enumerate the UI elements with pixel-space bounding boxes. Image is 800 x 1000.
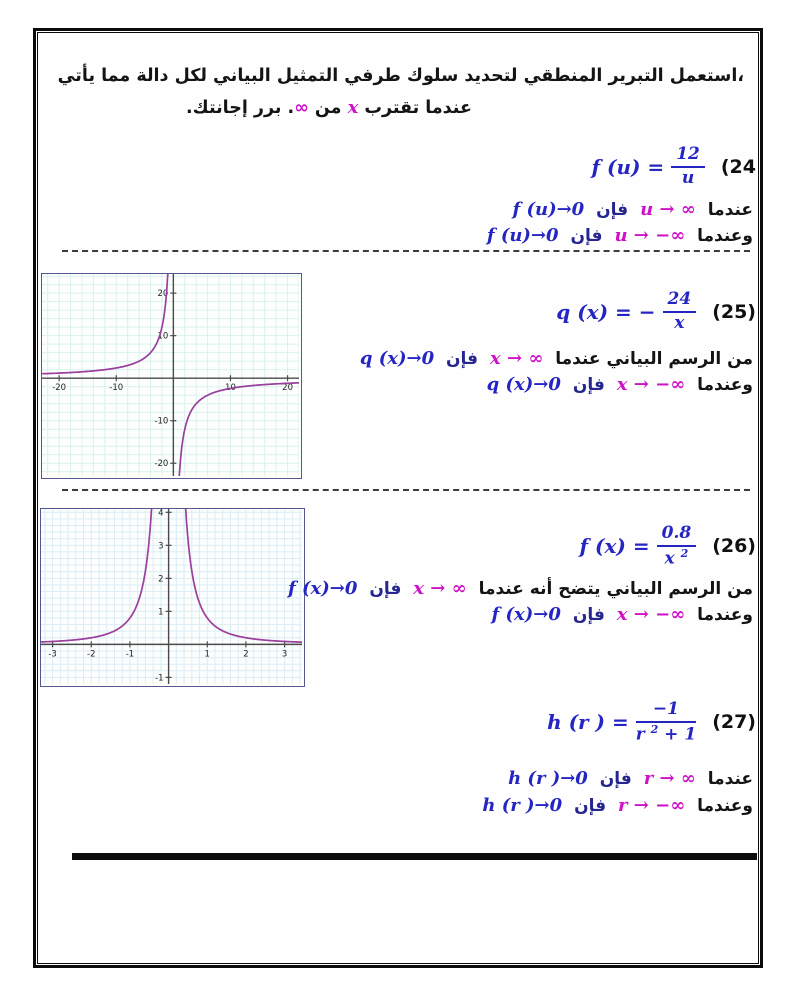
- bottom-rule: [72, 853, 757, 860]
- eq26-fraction: [657, 524, 697, 569]
- result-expression: q (x)→0: [359, 348, 435, 369]
- result-expression: h (r )→0: [508, 768, 588, 789]
- svg-text:-20: -20: [52, 383, 67, 394]
- svg-text:4: 4: [158, 509, 164, 519]
- problem-26-equation: [579, 524, 756, 569]
- svg-text:1: 1: [158, 607, 164, 618]
- conjunction-text: فإن: [570, 226, 603, 246]
- dashed-divider-2: [62, 489, 750, 491]
- svg-text:-10: -10: [109, 383, 124, 394]
- intro-text: وعندما: [697, 796, 753, 816]
- intro-text: عندما: [707, 200, 753, 220]
- eq26-lhs: f (x) =: [579, 534, 650, 559]
- problem-24-answer-2: [484, 224, 756, 248]
- result-expression: q (x)→0: [486, 374, 561, 395]
- problem-26-answer-1: [285, 577, 756, 601]
- limit-expression: x → −∞: [616, 374, 686, 395]
- result-expression: f (u)→0: [512, 199, 585, 220]
- problem-26-answer-2: [489, 603, 756, 627]
- reciprocal-squared-graph-26-plot: [41, 509, 302, 684]
- svg-text:20: 20: [157, 289, 169, 300]
- dashed-divider-1: [62, 250, 750, 252]
- problem-24-answer-1: [509, 198, 756, 222]
- svg-text:1: 1: [204, 649, 210, 660]
- result-expression: h (r )→0: [482, 795, 563, 816]
- svg-text:10: 10: [157, 331, 169, 342]
- eq24-denominator: u: [681, 167, 695, 188]
- instr-mid: من: [314, 98, 342, 118]
- svg-text:-3: -3: [48, 649, 57, 660]
- limit-expression: u → −∞: [614, 225, 686, 246]
- intro-text: عندما: [707, 769, 753, 789]
- conjunction-text: فإن: [572, 605, 605, 625]
- problem-27-answer-2: [479, 794, 756, 818]
- instructions-line-2: [186, 97, 472, 118]
- problem-25-answer-2: [484, 373, 756, 397]
- svg-text:-1: -1: [125, 649, 135, 660]
- intro-text: وعندما: [697, 605, 753, 625]
- limit-expression: r → −∞: [618, 795, 686, 816]
- eq24-numerator: 12: [671, 145, 705, 168]
- limit-expression: x → ∞: [413, 578, 467, 599]
- svg-text:3: 3: [158, 541, 164, 552]
- hyperbola-graph-25-plot: [42, 274, 299, 476]
- problem-25-number: (25): [712, 300, 756, 323]
- limit-expression: u → ∞: [640, 199, 696, 220]
- limit-expression: r → ∞: [643, 768, 696, 789]
- conjunction-text: فإن: [369, 579, 402, 599]
- problem-26-number: (26): [712, 535, 756, 558]
- infinity-symbol: ∞: [294, 98, 309, 118]
- problem-27-answer-1: [505, 767, 756, 791]
- problem-25-equation: [556, 290, 756, 333]
- eq27-numerator: −1: [636, 700, 696, 723]
- svg-text:3: 3: [281, 649, 288, 660]
- problem-24-equation: [591, 145, 756, 188]
- eq26-denominator: x $^2$: [664, 546, 689, 569]
- svg-text:2: 2: [243, 649, 249, 660]
- intro-text: وعندما: [697, 226, 753, 246]
- reciprocal-squared-graph-26: [40, 508, 305, 687]
- eq27-denominator: r $^2$ + 1: [635, 722, 697, 745]
- eq25-lhs: q (x) = −: [556, 299, 656, 324]
- conjunction-text: فإن: [596, 200, 629, 220]
- result-expression: f (x)→0: [288, 578, 358, 599]
- instructions-line-1: استعمل التبرير المنطقي لتحديد سلوك طرفي التمثيل البياني لكل دالة مما يأتي،: [57, 66, 744, 86]
- svg-text:-1: -1: [155, 673, 164, 684]
- conjunction-text: فإن: [599, 769, 632, 789]
- svg-text:2: 2: [158, 574, 164, 585]
- limit-expression: x → ∞: [489, 348, 544, 369]
- limit-expression: x → −∞: [616, 604, 686, 625]
- result-expression: f (x)→0: [491, 604, 561, 625]
- instr-variable-x: x: [347, 97, 359, 118]
- svg-text:-10: -10: [154, 416, 169, 427]
- intro-text: من الرسم البياني عندما: [555, 349, 753, 369]
- eq25-fraction: [663, 290, 697, 333]
- instr-post: . برر إجانتك.: [186, 98, 295, 118]
- conjunction-text: فإن: [572, 375, 605, 395]
- eq26-numerator: 0.8: [657, 524, 697, 547]
- intro-text: وعندما: [697, 375, 753, 395]
- intro-text: من الرسم البياني يتضح أنه عندما: [478, 579, 753, 599]
- svg-text:-20: -20: [154, 459, 169, 470]
- instr-pre: عندما تقترب: [364, 98, 472, 118]
- eq27-lhs: h (r ) =: [547, 710, 629, 735]
- eq25-denominator: x: [674, 312, 685, 333]
- hyperbola-graph-25: [41, 273, 302, 479]
- conjunction-text: فإن: [574, 796, 607, 816]
- eq25-numerator: 24: [663, 290, 697, 313]
- svg-text:-2: -2: [87, 649, 96, 660]
- svg-text:10: 10: [225, 383, 236, 394]
- eq27-fraction: [636, 700, 696, 745]
- eq24-lhs: f (u) =: [591, 154, 665, 179]
- svg-text:20: 20: [282, 383, 293, 394]
- problem-24-number: (24: [720, 155, 756, 178]
- problem-27-number: (27): [712, 711, 756, 734]
- eq24-fraction: [671, 145, 705, 188]
- conjunction-text: فإن: [446, 349, 479, 369]
- problem-27-equation: [547, 700, 756, 745]
- result-expression: f (u)→0: [486, 225, 559, 246]
- problem-25-answer-1: [357, 347, 756, 371]
